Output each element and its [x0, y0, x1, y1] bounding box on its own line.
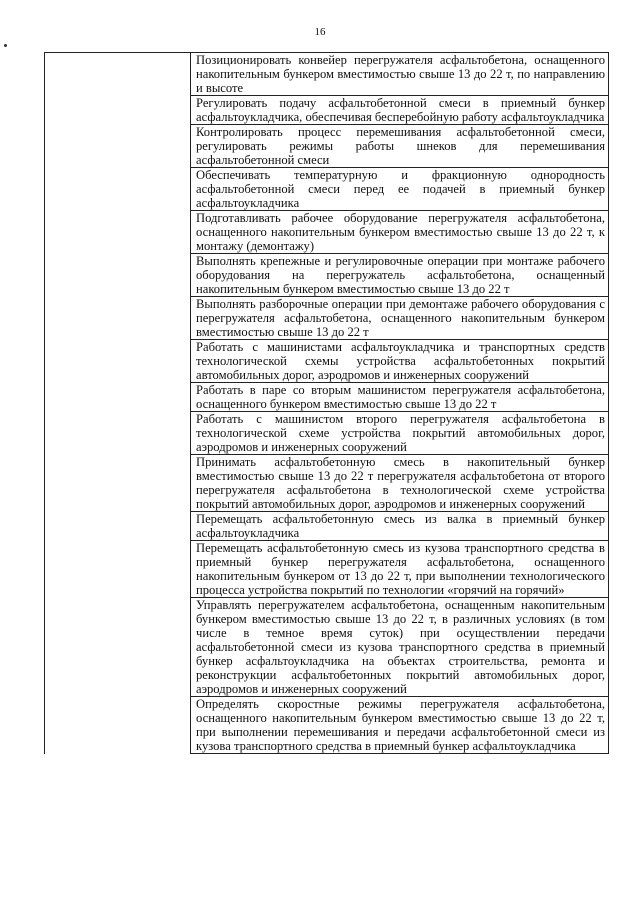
table-cell [191, 96, 609, 125]
table-cell-text: Работать в паре со вторым машинистом перегружателя асфальтобетона, оснащенного бункером вместимостью свыше 13 до 22 т [196, 383, 605, 411]
table-cell [191, 168, 609, 211]
table-cell [191, 541, 609, 598]
table-row [45, 53, 609, 96]
table-cell-text: Регулировать подачу асфальтобетонной смеси в приемный бункер асфальтоукладчика, обеспечивая бесперебойную работу асфальтоукладчика [196, 96, 605, 124]
table-cell [191, 412, 609, 455]
table-cell [191, 340, 609, 383]
table-cell [191, 211, 609, 254]
table-cell-text: Подготавливать рабочее оборудование перегружателя асфальтобетона, оснащенного накопительным бункером вместимостью свыше 13 до 22 т, к монтажу (демонтажу) [196, 211, 605, 253]
table-cell-text: Определять скоростные режимы перегружателя асфальтобетона, оснащенного накопительным бункером вместимостью свыше 13 до 22 т, при выполнении перемешивания и передачи асфальтобетонной смеси из кузова транспортного средства в приемный бункер асфальтоукладчика [196, 697, 605, 753]
table-cell-text: Выполнять крепежные и регулировочные операции при монтаже рабочего оборудования на перегружатель асфальтобетона, оснащенный накопительным бункером вместимостью свыше 13 до 22 т [196, 254, 605, 296]
scan-artifact-dot [4, 44, 7, 47]
table-cell-text: Перемещать асфальтобетонную смесь из валка в приемный бункер асфальтоукладчика [196, 512, 605, 540]
table-cell [191, 383, 609, 412]
table-cell [191, 512, 609, 541]
table-cell [191, 598, 609, 697]
table-cell-text: Позиционировать конвейер перегружателя асфальтобетона, оснащенного накопительным бункером вместимостью свыше 13 до 22 т, по направлению и высоте [196, 53, 605, 95]
skills-table [44, 52, 609, 754]
table-cell [191, 53, 609, 96]
table-label-column-cell [45, 53, 191, 754]
table-cell-text: Выполнять разборочные операции при демонтаже рабочего оборудования с перегружателя асфальтобетона, оснащенного накопительным бункером вместимостью свыше 13 до 22 т [196, 297, 605, 339]
table-cell-text: Обеспечивать температурную и фракционную однородность асфальтобетонной смеси перед ее подачей в приемный бункер асфальтоукладчика [196, 168, 605, 210]
table-cell [191, 254, 609, 297]
table-cell [191, 697, 609, 754]
table-cell-text: Управлять перегружателем асфальтобетона, оснащенным накопительным бункером вместимостью свыше 13 до 22 т, в различных условиях (в том числе в темное время суток) при осуществлении передачи асфальтобетонной смеси из кузова транспортного средства в приемный бункер асфальтоукладчика на объектах строительства, ремонта и реконструкции асфальтобетонных покрытий автомобильных дорог, аэродромов и инженерных сооружений [196, 598, 605, 696]
table-cell [191, 297, 609, 340]
table-cell-text: Работать с машинистами асфальтоукладчика и транспортных средств технологической схемы устройства асфальтобетонных покрытий автомобильных дорог, аэродромов и инженерных сооружений [196, 340, 605, 382]
table-cell-text: Перемещать асфальтобетонную смесь из кузова транспортного средства в приемный бункер перегружателя асфальтобетона, оснащенного накопительным бункером от 13 до 22 т, при выполнении технологического процесса устройства покрытий по технологии «горячий на горячий» [196, 541, 605, 597]
page-number: 16 [314, 26, 326, 38]
table-cell-text: Принимать асфальтобетонную смесь в накопительный бункер вместимостью свыше 13 до 22 т перегружателя асфальтобетона от второго перегружателя асфальтобетона в технологической схеме устройства покрытий автомобильных дорог, аэродромов и инженерных сооружений [196, 455, 605, 511]
table-cell [191, 455, 609, 512]
table-cell-text: Контролировать процесс перемешивания асфальтобетонной смеси, регулировать режимы работы шнеков для перемешивания асфальтобетонной смеси [196, 125, 605, 167]
table-cell [191, 125, 609, 168]
table-cell-text: Работать с машинистом второго перегружателя асфальтобетона в технологической схеме устройства покрытий автомобильных дорог, аэродромов и инженерных сооружений [196, 412, 605, 454]
